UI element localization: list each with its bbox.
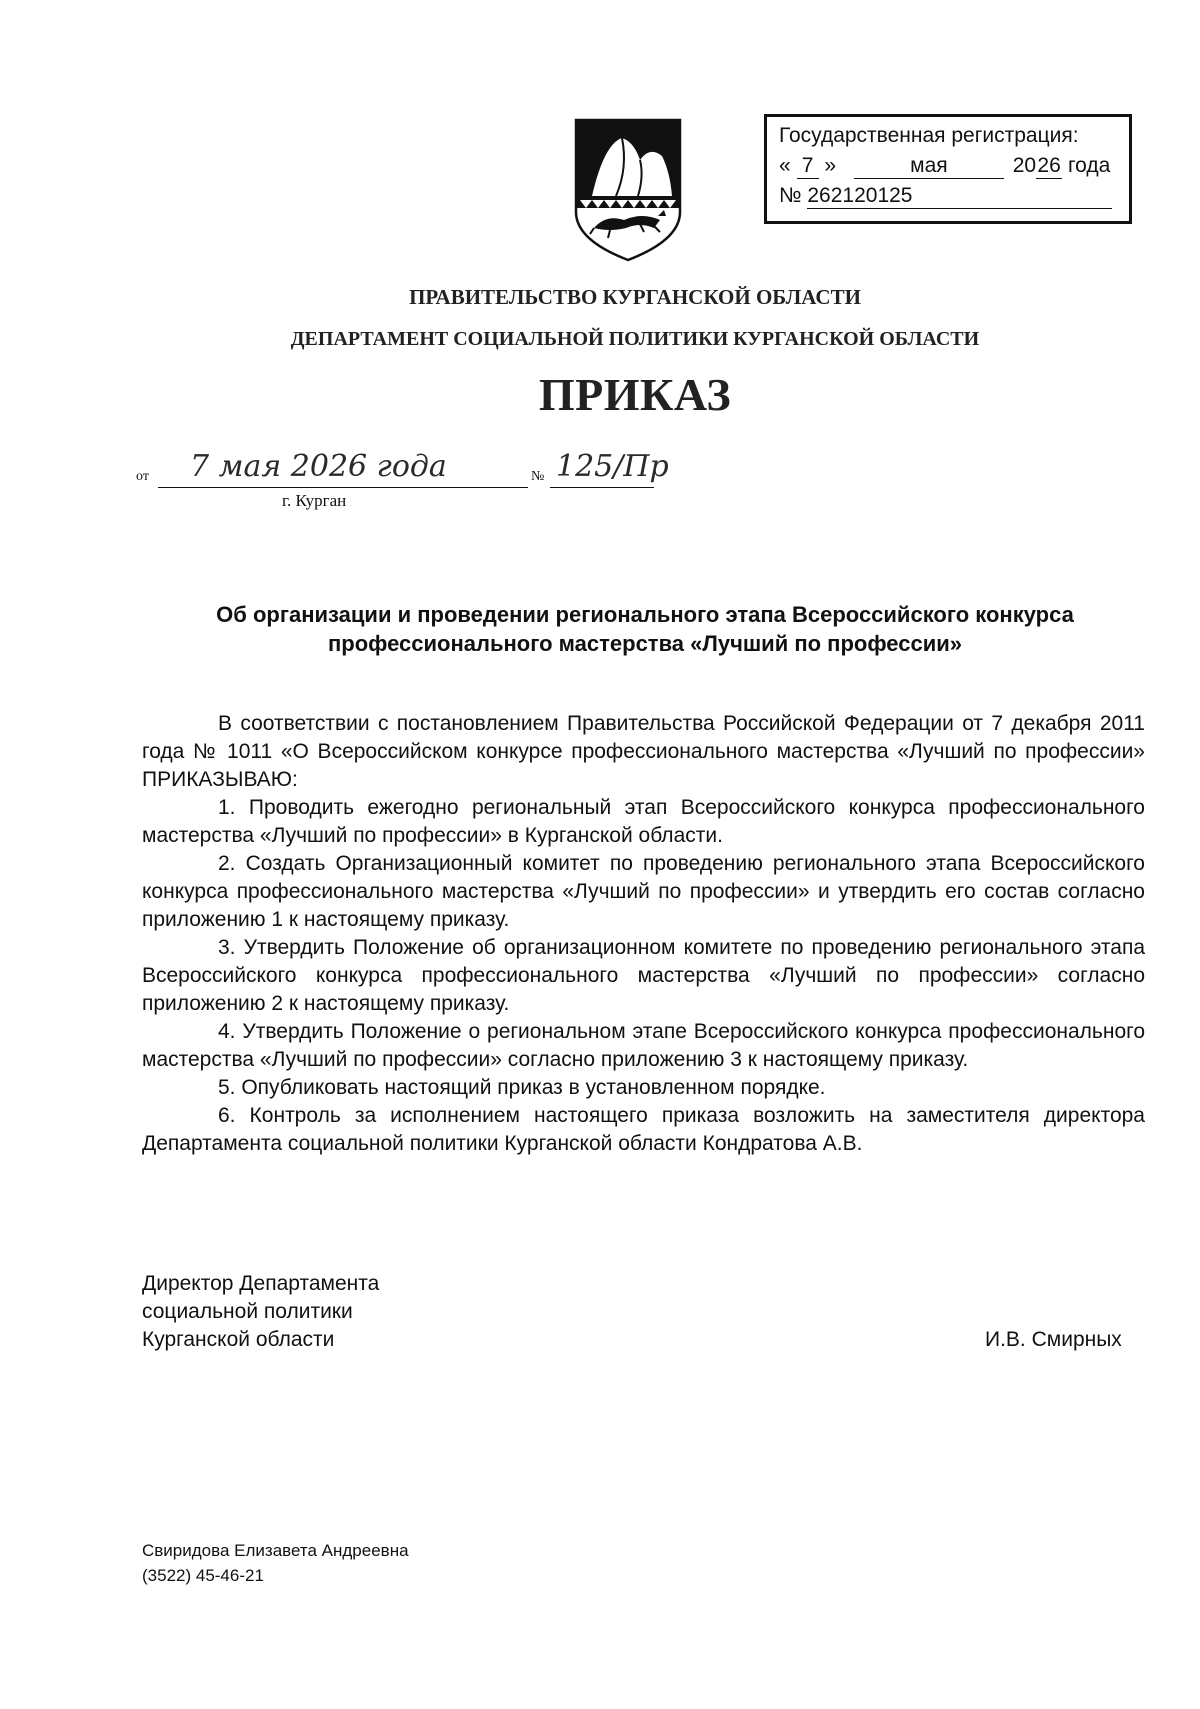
body-item: 5. Опубликовать настоящий приказ в установленном порядке. xyxy=(218,1076,826,1099)
executor-name: Свиридова Елизавета Андреевна xyxy=(142,1541,409,1560)
registration-day-open: « xyxy=(779,154,791,177)
registration-year-prefix: 20 xyxy=(1012,154,1037,177)
order-number-label: № xyxy=(531,469,545,484)
order-from-label: от xyxy=(136,469,149,484)
order-city: г. Курган xyxy=(282,491,347,510)
registration-title: Государственная регистрация: xyxy=(779,124,1079,147)
registration-year-word: года xyxy=(1067,154,1111,177)
registration-day: 7 xyxy=(797,154,819,179)
signatory-position xyxy=(142,1270,379,1354)
department-title: ДЕПАРТАМЕНТ СОЦИАЛЬНОЙ ПОЛИТИКИ КУРГАНСКОЙ ОБЛАСТИ xyxy=(290,328,980,350)
signatory-position-line: Курганской области xyxy=(142,1328,335,1351)
registration-year-suffix: 26 xyxy=(1037,154,1061,177)
body-item: 6. Контроль за исполнением настоящего приказа возложить на заместителя директора Департамента социальной политики Курганской области Кондратова А.В. xyxy=(142,1104,1145,1155)
body-item: 4. Утвердить Положение о региональном этапе Всероссийского конкурса профессионального мастерства «Лучший по профессии» согласно приложению 3 к настоящему приказу. xyxy=(142,1020,1145,1071)
registration-number: 262120125 xyxy=(807,184,1112,209)
coat-of-arms-emblem xyxy=(570,116,686,264)
registration-day-close: » xyxy=(824,154,837,177)
order-handwritten-number: 125/Пр xyxy=(556,449,669,484)
document-type-title: ПРИКАЗ xyxy=(538,369,732,420)
order-number-underline xyxy=(550,487,654,488)
order-line xyxy=(136,449,669,510)
registration-stamp xyxy=(764,114,1132,224)
signatory-name: И.В. Смирных xyxy=(985,1328,1122,1351)
body-item: 2. Создать Организационный комитет по проведению регионального этапа Всероссийского конкурса профессионального мастерства «Лучший по профессии» и утвердить его состав согласно приложению 1 к настоящему приказу. xyxy=(142,852,1145,931)
order-handwritten-date: 7 мая 2026 года xyxy=(190,449,447,484)
signatory-position-line: Директор Департамента xyxy=(142,1272,380,1295)
signatory-position-line: социальной политики xyxy=(142,1300,353,1323)
executor-info xyxy=(142,1538,409,1588)
order-date-underline xyxy=(158,487,528,488)
executor-phone: (3522) 45-46-21 xyxy=(142,1566,264,1585)
document-body xyxy=(142,710,1145,1158)
document-subject: Об организации и проведении регионального этапа Всероссийского конкурса профессионального мастерства «Лучший по профессии» xyxy=(216,602,1074,656)
registration-number-prefix: № xyxy=(779,184,802,207)
government-title: ПРАВИТЕЛЬСТВО КУРГАНСКОЙ ОБЛАСТИ xyxy=(409,285,861,309)
registration-number-row xyxy=(779,181,1129,211)
registration-month: мая xyxy=(854,154,1004,179)
body-item: 1. Проводить ежегодно региональный этап Всероссийского конкурса профессионального мастерства «Лучший по профессии» в Курганской области. xyxy=(142,796,1145,847)
body-preamble: В соответствии с постановлением Правительства Российской Федерации от 7 декабря 2011 года № 1011 «О Всероссийском конкурсе профессионального мастерства «Лучший по профессии» ПРИКАЗЫВАЮ: xyxy=(142,712,1145,791)
body-item: 3. Утвердить Положение об организационном комитете по проведению регионального этапа Всероссийского конкурса профессионального мастерства «Лучший по профессии» согласно приложению 2 к настоящему приказу. xyxy=(142,936,1145,1015)
registration-date xyxy=(779,151,1129,181)
